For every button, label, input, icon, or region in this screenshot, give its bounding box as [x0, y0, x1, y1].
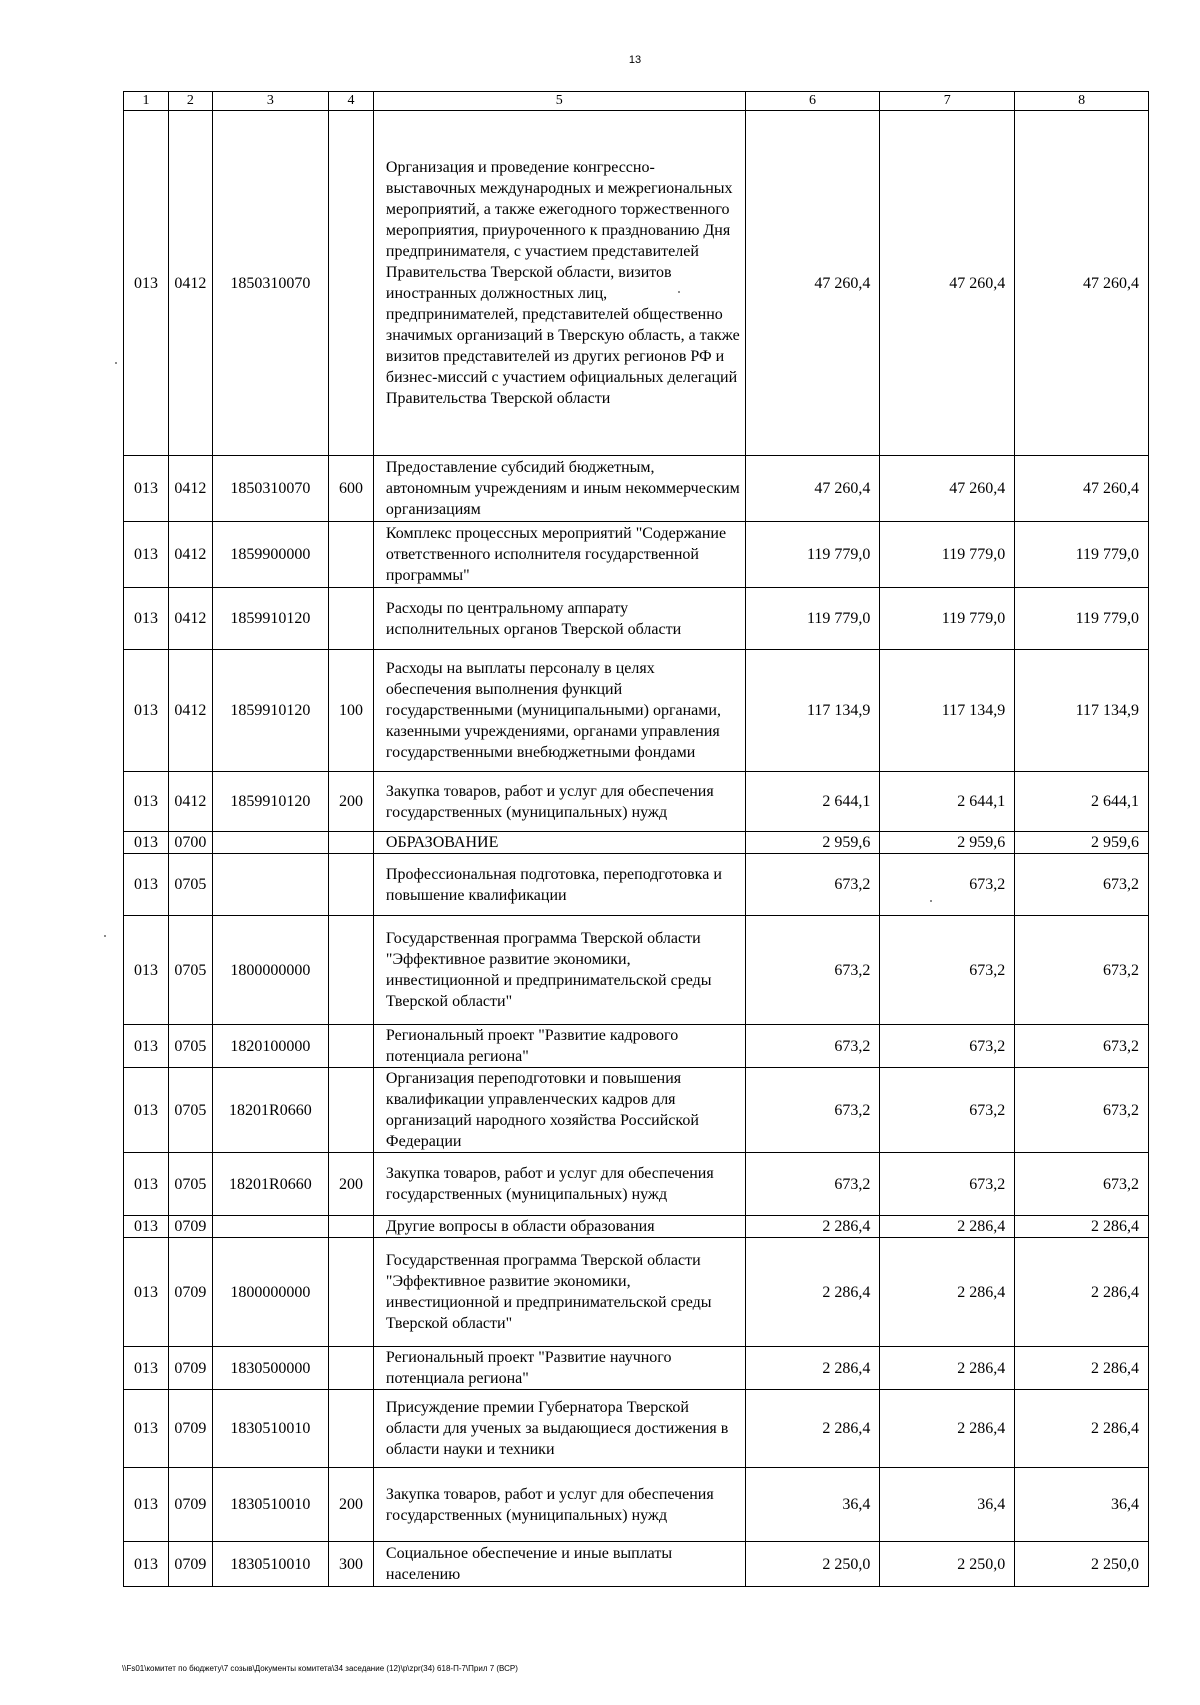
ved-cell: 013: [124, 1068, 169, 1153]
amount-cell: 119 779,0: [880, 522, 1015, 588]
amount-cell: 2 959,6: [880, 832, 1015, 854]
amount-cell: 673,2: [880, 1068, 1015, 1153]
amount-cell: 2 286,4: [745, 1216, 880, 1238]
razdel-cell: 0709: [168, 1390, 212, 1468]
razdel-cell: 0705: [168, 916, 212, 1025]
table-row: [124, 1238, 1149, 1347]
name-cell: Государственная программа Тверской области "Эффективное развитие экономики, инвестиционной и предпринимательской среды Тверской области": [373, 1238, 745, 1347]
vr-cell: [328, 1068, 373, 1153]
name-cell: Организация и проведение конгрессно-выставочных международных и межрегиональных мероприятий, а также ежегодного торжественного мероприятия, приуроченного к празднованию Дня предпринимателя, с участием представителей Правительства Тверской области, визитов иностранных должностных лиц, предпринимателей, представителей общественно значимых организаций в Тверскую область, а также визитов представителей из других регионов РФ и бизнес-миссий с участием официальных делегаций Правительства Тверской области: [373, 111, 745, 456]
amount-cell: 2 286,4: [880, 1216, 1015, 1238]
name-cell: Профессиональная подготовка, переподготовка и повышение квалификации: [373, 854, 745, 916]
amount-cell: 47 260,4: [880, 111, 1015, 456]
name-cell: Региональный проект "Развитие кадрового потенциала региона": [373, 1025, 745, 1068]
amount-cell: 2 286,4: [745, 1238, 880, 1347]
ved-cell: 013: [124, 1347, 169, 1390]
amount-cell: 673,2: [880, 854, 1015, 916]
amount-cell: 47 260,4: [880, 456, 1015, 522]
column-number: 7: [880, 92, 1015, 111]
amount-cell: 47 260,4: [1015, 111, 1149, 456]
footer-file-path: \\Fs01\комитет по бюджету\7 созыв\Документы комитета\34 заседание (12)\p\zpr(34) 618-П-7\Прил 7 (ВСР): [122, 1664, 518, 1673]
name-cell: Другие вопросы в области образования: [373, 1216, 745, 1238]
razdel-cell: 0412: [168, 456, 212, 522]
razdel-cell: 0705: [168, 1068, 212, 1153]
amount-cell: 673,2: [880, 1025, 1015, 1068]
ved-cell: 013: [124, 650, 169, 772]
csr-cell: 1800000000: [212, 916, 328, 1025]
amount-cell: 673,2: [745, 1153, 880, 1216]
razdel-cell: 0700: [168, 832, 212, 854]
vr-cell: 200: [328, 1468, 373, 1542]
scan-speck: [104, 935, 106, 937]
vr-cell: [328, 1216, 373, 1238]
csr-cell: 1859910120: [212, 650, 328, 772]
amount-cell: 2 959,6: [745, 832, 880, 854]
csr-cell: 18201R0660: [212, 1068, 328, 1153]
table-row: [124, 772, 1149, 832]
amount-cell: 2 286,4: [1015, 1216, 1149, 1238]
csr-cell: 18201R0660: [212, 1153, 328, 1216]
razdel-cell: 0709: [168, 1347, 212, 1390]
vr-cell: [328, 854, 373, 916]
csr-cell: 1859910120: [212, 588, 328, 650]
table-row: [124, 456, 1149, 522]
amount-cell: 119 779,0: [745, 522, 880, 588]
scan-speck: [678, 291, 680, 293]
column-number: 6: [745, 92, 880, 111]
razdel-cell: 0412: [168, 588, 212, 650]
amount-cell: 2 644,1: [745, 772, 880, 832]
scan-speck: [930, 900, 932, 902]
amount-cell: 117 134,9: [880, 650, 1015, 772]
amount-cell: 36,4: [745, 1468, 880, 1542]
razdel-cell: 0709: [168, 1238, 212, 1347]
amount-cell: 119 779,0: [1015, 588, 1149, 650]
column-number-row: [124, 92, 1149, 111]
column-number: 8: [1015, 92, 1149, 111]
vr-cell: [328, 916, 373, 1025]
amount-cell: 47 260,4: [745, 111, 880, 456]
vr-cell: 200: [328, 1153, 373, 1216]
amount-cell: 117 134,9: [1015, 650, 1149, 772]
razdel-cell: 0705: [168, 854, 212, 916]
column-number: 3: [212, 92, 328, 111]
ved-cell: 013: [124, 854, 169, 916]
table-row: [124, 650, 1149, 772]
vr-cell: [328, 1347, 373, 1390]
amount-cell: 2 286,4: [880, 1390, 1015, 1468]
ved-cell: 013: [124, 1390, 169, 1468]
amount-cell: 119 779,0: [880, 588, 1015, 650]
razdel-cell: 0709: [168, 1542, 212, 1587]
amount-cell: 119 779,0: [1015, 522, 1149, 588]
table-body: [124, 111, 1149, 1587]
razdel-cell: 0705: [168, 1025, 212, 1068]
csr-cell: 1820100000: [212, 1025, 328, 1068]
ved-cell: 013: [124, 832, 169, 854]
csr-cell: 1850310070: [212, 456, 328, 522]
ved-cell: 013: [124, 456, 169, 522]
amount-cell: 673,2: [880, 916, 1015, 1025]
vr-cell: [328, 588, 373, 650]
amount-cell: 2 250,0: [1015, 1542, 1149, 1587]
amount-cell: 2 644,1: [1015, 772, 1149, 832]
csr-cell: 1800000000: [212, 1238, 328, 1347]
amount-cell: 2 286,4: [745, 1390, 880, 1468]
ved-cell: 013: [124, 1153, 169, 1216]
ved-cell: 013: [124, 916, 169, 1025]
ved-cell: 013: [124, 1238, 169, 1347]
amount-cell: 673,2: [1015, 1153, 1149, 1216]
amount-cell: 2 644,1: [880, 772, 1015, 832]
ved-cell: 013: [124, 1216, 169, 1238]
table-row: [124, 1468, 1149, 1542]
budget-table: [123, 91, 1149, 1587]
table-row: [124, 1347, 1149, 1390]
amount-cell: 2 959,6: [1015, 832, 1149, 854]
table-row: [124, 854, 1149, 916]
table-row: [124, 1153, 1149, 1216]
name-cell: Закупка товаров, работ и услуг для обеспечения государственных (муниципальных) нужд: [373, 1468, 745, 1542]
amount-cell: 673,2: [745, 916, 880, 1025]
amount-cell: 2 286,4: [745, 1347, 880, 1390]
csr-cell: 1859910120: [212, 772, 328, 832]
name-cell: Региональный проект "Развитие научного потенциала региона": [373, 1347, 745, 1390]
csr-cell: [212, 1216, 328, 1238]
table-row: [124, 1390, 1149, 1468]
razdel-cell: 0709: [168, 1468, 212, 1542]
table-row: [124, 111, 1149, 456]
name-cell: ОБРАЗОВАНИЕ: [373, 832, 745, 854]
ved-cell: 013: [124, 522, 169, 588]
column-number: 4: [328, 92, 373, 111]
vr-cell: [328, 832, 373, 854]
name-cell: Закупка товаров, работ и услуг для обеспечения государственных (муниципальных) нужд: [373, 772, 745, 832]
name-cell: Предоставление субсидий бюджетным, автономным учреждениям и иным некоммерческим организациям: [373, 456, 745, 522]
ved-cell: 013: [124, 1542, 169, 1587]
amount-cell: 673,2: [1015, 916, 1149, 1025]
amount-cell: 673,2: [880, 1153, 1015, 1216]
razdel-cell: 0412: [168, 111, 212, 456]
csr-cell: 1830500000: [212, 1347, 328, 1390]
vr-cell: 200: [328, 772, 373, 832]
csr-cell: [212, 832, 328, 854]
ved-cell: 013: [124, 111, 169, 456]
vr-cell: [328, 1238, 373, 1347]
name-cell: Расходы по центральному аппарату исполнительных органов Тверской области: [373, 588, 745, 650]
csr-cell: 1830510010: [212, 1390, 328, 1468]
amount-cell: 673,2: [745, 1068, 880, 1153]
amount-cell: 119 779,0: [745, 588, 880, 650]
vr-cell: [328, 111, 373, 456]
ved-cell: 013: [124, 1468, 169, 1542]
amount-cell: 2 250,0: [745, 1542, 880, 1587]
table-row: [124, 522, 1149, 588]
name-cell: Социальное обеспечение и иные выплаты населению: [373, 1542, 745, 1587]
ved-cell: 013: [124, 1025, 169, 1068]
vr-cell: [328, 522, 373, 588]
amount-cell: 47 260,4: [1015, 456, 1149, 522]
vr-cell: 100: [328, 650, 373, 772]
amount-cell: 47 260,4: [745, 456, 880, 522]
amount-cell: 673,2: [1015, 854, 1149, 916]
table-row: [124, 1542, 1149, 1587]
amount-cell: 673,2: [1015, 1068, 1149, 1153]
razdel-cell: 0709: [168, 1216, 212, 1238]
name-cell: Государственная программа Тверской области "Эффективное развитие экономики, инвестиционной и предпринимательской среды Тверской области": [373, 916, 745, 1025]
ved-cell: 013: [124, 588, 169, 650]
amount-cell: 2 286,4: [880, 1347, 1015, 1390]
csr-cell: 1830510010: [212, 1542, 328, 1587]
name-cell: Присуждение премии Губернатора Тверской области для ученых за выдающиеся достижения в области науки и техники: [373, 1390, 745, 1468]
amount-cell: 2 286,4: [1015, 1390, 1149, 1468]
amount-cell: 2 286,4: [1015, 1238, 1149, 1347]
amount-cell: 2 250,0: [880, 1542, 1015, 1587]
vr-cell: 600: [328, 456, 373, 522]
name-cell: Комплекс процессных мероприятий "Содержание ответственного исполнителя государственной программы": [373, 522, 745, 588]
name-cell: Организация переподготовки и повышения квалификации управленческих кадров для организаций народного хозяйства Российской Федерации: [373, 1068, 745, 1153]
razdel-cell: 0705: [168, 1153, 212, 1216]
amount-cell: 2 286,4: [1015, 1347, 1149, 1390]
amount-cell: 673,2: [745, 854, 880, 916]
csr-cell: 1850310070: [212, 111, 328, 456]
csr-cell: 1830510010: [212, 1468, 328, 1542]
vr-cell: 300: [328, 1542, 373, 1587]
vr-cell: [328, 1025, 373, 1068]
csr-cell: 1859900000: [212, 522, 328, 588]
amount-cell: 2 286,4: [880, 1238, 1015, 1347]
amount-cell: 36,4: [880, 1468, 1015, 1542]
page-number: 13: [628, 54, 642, 66]
amount-cell: 117 134,9: [745, 650, 880, 772]
csr-cell: [212, 854, 328, 916]
scan-speck: [115, 362, 117, 364]
table-row: [124, 1216, 1149, 1238]
name-cell: Закупка товаров, работ и услуг для обеспечения государственных (муниципальных) нужд: [373, 1153, 745, 1216]
ved-cell: 013: [124, 772, 169, 832]
table-row: [124, 916, 1149, 1025]
name-cell: Расходы на выплаты персоналу в целях обеспечения выполнения функций государственными (муниципальными) органами, казенными учреждениями, органами управления государственными внебюджетными фондами: [373, 650, 745, 772]
vr-cell: [328, 1390, 373, 1468]
razdel-cell: 0412: [168, 772, 212, 832]
column-number: 1: [124, 92, 169, 111]
amount-cell: 673,2: [745, 1025, 880, 1068]
column-number: 5: [373, 92, 745, 111]
amount-cell: 36,4: [1015, 1468, 1149, 1542]
table-row: [124, 1068, 1149, 1153]
table-row: [124, 832, 1149, 854]
table-row: [124, 1025, 1149, 1068]
column-number: 2: [168, 92, 212, 111]
amount-cell: 673,2: [1015, 1025, 1149, 1068]
table-row: [124, 588, 1149, 650]
razdel-cell: 0412: [168, 522, 212, 588]
razdel-cell: 0412: [168, 650, 212, 772]
